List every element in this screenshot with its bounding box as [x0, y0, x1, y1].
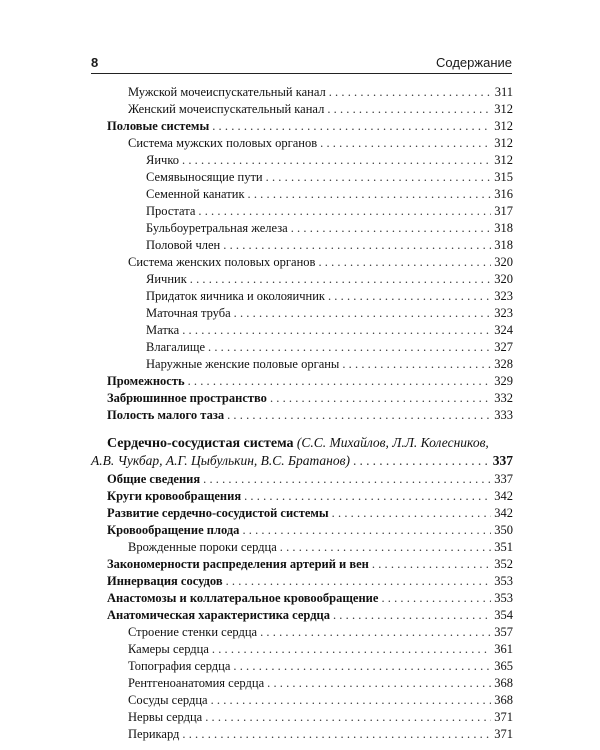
leader-dots: [333, 607, 491, 624]
toc-entry[interactable]: [128, 641, 513, 658]
toc-entry-page: 318: [494, 238, 513, 252]
toc-entry-title: Камеры сердца: [128, 642, 209, 656]
toc-entry-title: Врожденные пороки сердца: [128, 540, 277, 554]
toc-entry-title: Анастомозы и коллатеральное кровообращение: [107, 591, 379, 605]
leader-dots: [188, 373, 492, 390]
leader-dots: [242, 522, 491, 539]
leader-dots: [328, 288, 491, 305]
toc-entry-page: 312: [494, 136, 513, 150]
toc-entry[interactable]: [128, 692, 513, 709]
page-number: 8: [91, 55, 99, 70]
toc-entry-title: Забрюшинное пространство: [107, 391, 267, 405]
toc-entry-page: 312: [494, 102, 513, 116]
toc-entry-page: 320: [494, 255, 513, 269]
toc-entry-title: Система женских половых органов: [128, 255, 316, 269]
leader-dots: [198, 203, 491, 220]
chapter-heading-line2[interactable]: [91, 452, 513, 470]
chapter-authors-line2: А.В. Чукбар, А.Г. Цыбулькин, В.С. Братанов): [91, 453, 350, 468]
leader-dots: [208, 339, 491, 356]
toc-entry[interactable]: [128, 539, 513, 556]
leader-dots: [182, 322, 491, 339]
toc-entry[interactable]: [128, 101, 513, 118]
leader-dots: [182, 152, 491, 169]
toc-entry-title: Придаток яичника и околояичник: [146, 289, 325, 303]
leader-dots: [353, 452, 490, 470]
toc-entry[interactable]: [128, 726, 513, 743]
toc-entry-page: 312: [494, 119, 513, 133]
leader-dots: [233, 658, 491, 675]
toc-entry[interactable]: [107, 505, 513, 522]
toc-entry-page: 333: [494, 408, 513, 422]
toc-entry[interactable]: [107, 607, 513, 624]
toc-entry-page: 354: [494, 608, 513, 622]
toc-entry[interactable]: [107, 573, 513, 590]
toc-entry-page: 361: [494, 642, 513, 656]
toc-entry-title: Влагалище: [146, 340, 206, 354]
toc-entry[interactable]: [146, 237, 513, 254]
leader-dots: [270, 390, 491, 407]
leader-dots: [320, 135, 491, 152]
leader-dots: [318, 254, 491, 271]
toc-entry-title: Бульбоуретральная железа: [146, 221, 288, 235]
toc-entry[interactable]: [107, 118, 513, 135]
toc-entry[interactable]: [146, 220, 513, 237]
toc-entry-title: Анатомическая характеристика сердца: [107, 608, 330, 622]
leader-dots: [190, 271, 491, 288]
leader-dots: [260, 624, 491, 641]
toc-entry[interactable]: [146, 356, 513, 373]
toc-entry-page: 368: [494, 676, 513, 690]
chapter-heading[interactable]: [107, 434, 513, 453]
toc-entry-page: 332: [494, 391, 513, 405]
toc-entry[interactable]: [146, 186, 513, 203]
toc-entry-page: 342: [494, 506, 513, 520]
toc-entry-title: Развитие сердечно-сосудистой системы: [107, 506, 329, 520]
toc-entry-page: 357: [494, 625, 513, 639]
toc-entry-page: 323: [494, 306, 513, 320]
toc-entry[interactable]: [128, 709, 513, 726]
toc-entry-page: 315: [494, 170, 513, 184]
toc-entry-page: 312: [494, 153, 513, 167]
toc-entry-page: 328: [494, 357, 513, 371]
toc-entry[interactable]: [107, 522, 513, 539]
chapter-authors-line1: (С.С. Михайлов, Л.Л. Колесников,: [296, 435, 489, 450]
toc-entry[interactable]: [146, 305, 513, 322]
leader-dots: [203, 471, 491, 488]
toc-entry-title: Сосуды сердца: [128, 693, 208, 707]
toc-entry-page: 350: [494, 523, 513, 537]
toc-entry-title: Семенной канатик: [146, 187, 245, 201]
leader-dots: [226, 573, 492, 590]
toc-entry-page: 371: [494, 710, 513, 724]
leader-dots: [266, 169, 492, 186]
toc-entry[interactable]: [107, 471, 513, 488]
toc-entry-title: Половой член: [146, 238, 221, 252]
toc-entry-title: Наружные женские половые органы: [146, 357, 340, 371]
toc-entry[interactable]: [146, 271, 513, 288]
toc-entry[interactable]: [146, 169, 513, 186]
chapter-page: 337: [492, 453, 513, 468]
toc-entry[interactable]: [107, 590, 513, 607]
toc-entry-title: Полость малого таза: [107, 408, 225, 422]
leader-dots: [244, 488, 491, 505]
toc-entry-page: 318: [494, 221, 513, 235]
leader-dots: [234, 305, 492, 322]
toc-entry-page: 368: [494, 693, 513, 707]
toc-entry-page: 316: [494, 187, 513, 201]
toc-entry[interactable]: [107, 488, 513, 505]
toc-entry-title: Строение стенки сердца: [128, 625, 258, 639]
toc-entry-page: 311: [494, 85, 513, 99]
toc-entry-page: 329: [494, 374, 513, 388]
toc-entry-page: 327: [494, 340, 513, 354]
leader-dots: [223, 237, 491, 254]
toc-entry-title: Топография сердца: [128, 659, 231, 673]
toc-entry-title: Яичник: [146, 272, 187, 286]
toc-entry-page: 353: [494, 591, 513, 605]
toc-entry-page: 342: [494, 489, 513, 503]
leader-dots: [291, 220, 492, 237]
toc-entry-page: 324: [494, 323, 513, 337]
leader-dots: [182, 726, 491, 743]
toc-entry-page: 353: [494, 574, 513, 588]
toc-entry[interactable]: [128, 675, 513, 692]
leader-dots: [280, 539, 491, 556]
leader-dots: [372, 556, 491, 573]
leader-dots: [329, 84, 492, 101]
toc-entry-page: 351: [494, 540, 513, 554]
toc-entry-title: Нервы сердца: [128, 710, 203, 724]
toc-entry-title: Яичко: [146, 153, 180, 167]
toc-entry-title: Половые системы: [107, 119, 210, 133]
leader-dots: [205, 709, 491, 726]
toc-entry-title: Маточная труба: [146, 306, 231, 320]
toc-entry-page: 323: [494, 289, 513, 303]
toc-entry-title: Мужской мочеиспускательный канал: [128, 85, 326, 99]
toc-entry-title: Матка: [146, 323, 180, 337]
toc-entry-title: Промежность: [107, 374, 185, 388]
toc-entry[interactable]: [128, 658, 513, 675]
toc-entry-title: Иннервация сосудов: [107, 574, 223, 588]
toc-entry[interactable]: [107, 373, 513, 390]
toc-entry[interactable]: [107, 407, 513, 424]
leader-dots: [342, 356, 491, 373]
toc-entry[interactable]: [128, 84, 513, 101]
toc-entry-title: Семявыносящие пути: [146, 170, 263, 184]
toc-entry-title: Рентгеноанатомия сердца: [128, 676, 265, 690]
leader-dots: [212, 641, 491, 658]
toc-entry-page: 317: [494, 204, 513, 218]
toc-entry-page: 352: [494, 557, 513, 571]
leader-dots: [212, 118, 491, 135]
toc-entry-title: Система мужских половых органов: [128, 136, 318, 150]
toc-entry[interactable]: [107, 556, 513, 573]
toc-entry-page: 365: [494, 659, 513, 673]
toc-entry-title: Круги кровообращения: [107, 489, 242, 503]
toc-entry[interactable]: [128, 624, 513, 641]
leader-dots: [381, 590, 491, 607]
toc-entry[interactable]: [146, 152, 513, 169]
leader-dots: [227, 407, 491, 424]
toc-entry-title: Закономерности распределения артерий и вен: [107, 557, 369, 571]
leader-dots: [327, 101, 491, 118]
toc-entry-title: Простата: [146, 204, 196, 218]
toc-entry[interactable]: [107, 390, 513, 407]
toc-entry[interactable]: [146, 322, 513, 339]
leader-dots: [211, 692, 492, 709]
toc-entry-title: Перикард: [128, 727, 180, 741]
toc-entry[interactable]: [146, 203, 513, 220]
chapter-title: Сердечно-сосудистая система: [107, 436, 294, 451]
toc-entry[interactable]: [146, 339, 513, 356]
toc-entry-title: Кровообращение плода: [107, 523, 240, 537]
toc-entry-page: 337: [494, 472, 513, 486]
section-title: Содержание: [436, 55, 512, 70]
leader-dots: [267, 675, 491, 692]
toc-entry[interactable]: [128, 135, 513, 152]
leader-dots: [248, 186, 492, 203]
toc-entry-title: Общие сведения: [107, 472, 201, 486]
toc-entry-page: 320: [494, 272, 513, 286]
toc-entry-title: Женский мочеиспускательный канал: [128, 102, 325, 116]
toc-entry[interactable]: [146, 288, 513, 305]
toc-entry[interactable]: [128, 254, 513, 271]
leader-dots: [332, 505, 492, 522]
toc-entry-page: 371: [494, 727, 513, 741]
